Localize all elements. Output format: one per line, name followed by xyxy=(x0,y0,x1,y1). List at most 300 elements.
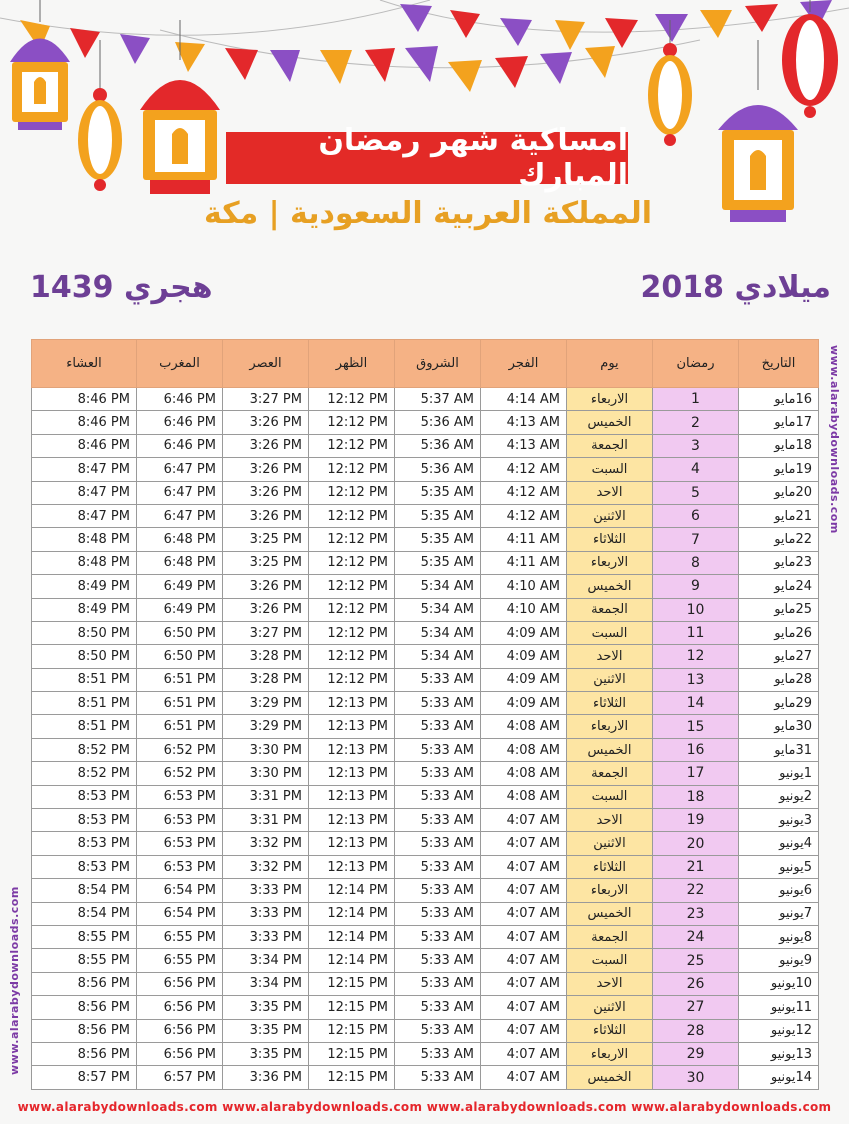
asr-cell: 3:35 PM xyxy=(223,1042,309,1065)
table-row xyxy=(32,902,819,925)
weekday-cell: الثلاثاء xyxy=(567,855,653,878)
ramadan-day-cell: 22 xyxy=(653,879,739,902)
ramadan-day-cell: 7 xyxy=(653,528,739,551)
date-cell: 16مايو xyxy=(739,388,819,411)
ramadan-day-cell: 14 xyxy=(653,692,739,715)
isha-cell: 8:52 PM xyxy=(32,738,137,761)
table-row xyxy=(32,481,819,504)
maghrib-cell: 6:48 PM xyxy=(137,528,223,551)
isha-cell: 8:55 PM xyxy=(32,949,137,972)
isha-cell: 8:49 PM xyxy=(32,575,137,598)
date-cell: 25مايو xyxy=(739,598,819,621)
table-row xyxy=(32,411,819,434)
dhuhr-cell: 12:12 PM xyxy=(309,528,395,551)
isha-cell: 8:49 PM xyxy=(32,598,137,621)
date-cell: 23مايو xyxy=(739,551,819,574)
table-row xyxy=(32,996,819,1019)
fajr-cell: 4:07 AM xyxy=(481,902,567,925)
fajr-cell: 4:07 AM xyxy=(481,925,567,948)
asr-cell: 3:33 PM xyxy=(223,925,309,948)
date-cell: 19مايو xyxy=(739,458,819,481)
table-row xyxy=(32,879,819,902)
weekday-cell: الثلاثاء xyxy=(567,528,653,551)
table-row xyxy=(32,528,819,551)
dhuhr-cell: 12:13 PM xyxy=(309,855,395,878)
sunrise-cell: 5:33 AM xyxy=(395,809,481,832)
dhuhr-cell: 12:13 PM xyxy=(309,738,395,761)
weekday-cell: الجمعة xyxy=(567,762,653,785)
column-header: العشاء xyxy=(32,340,137,388)
weekday-cell: السبت xyxy=(567,621,653,644)
isha-cell: 8:46 PM xyxy=(32,388,137,411)
asr-cell: 3:28 PM xyxy=(223,668,309,691)
table-row xyxy=(32,575,819,598)
asr-cell: 3:32 PM xyxy=(223,832,309,855)
dhuhr-cell: 12:12 PM xyxy=(309,645,395,668)
sunrise-cell: 5:35 AM xyxy=(395,528,481,551)
isha-cell: 8:53 PM xyxy=(32,809,137,832)
fajr-cell: 4:09 AM xyxy=(481,668,567,691)
asr-cell: 3:34 PM xyxy=(223,949,309,972)
hijri-year: 1439 هجري xyxy=(30,270,213,305)
table-row xyxy=(32,972,819,995)
ramadan-day-cell: 9 xyxy=(653,575,739,598)
fajr-cell: 4:07 AM xyxy=(481,1019,567,1042)
bottom-watermark: www.alarabydownloads.com www.alarabydownloads.com www.alarabydownloads.com www.alarabydownloads.com xyxy=(17,1100,832,1114)
ramadan-day-cell: 15 xyxy=(653,715,739,738)
weekday-cell: الاربعاء xyxy=(567,879,653,902)
weekday-cell: السبت xyxy=(567,785,653,808)
sunrise-cell: 5:36 AM xyxy=(395,411,481,434)
isha-cell: 8:48 PM xyxy=(32,551,137,574)
asr-cell: 3:35 PM xyxy=(223,996,309,1019)
table-row xyxy=(32,598,819,621)
maghrib-cell: 6:53 PM xyxy=(137,832,223,855)
weekday-cell: الاحد xyxy=(567,481,653,504)
weekday-cell: الاربعاء xyxy=(567,1042,653,1065)
weekday-cell: الاحد xyxy=(567,972,653,995)
weekday-cell: الجمعة xyxy=(567,925,653,948)
maghrib-cell: 6:51 PM xyxy=(137,692,223,715)
isha-cell: 8:48 PM xyxy=(32,528,137,551)
weekday-cell: الاحد xyxy=(567,809,653,832)
dhuhr-cell: 12:14 PM xyxy=(309,949,395,972)
ramadan-day-cell: 30 xyxy=(653,1066,739,1089)
sunrise-cell: 5:34 AM xyxy=(395,621,481,644)
date-cell: 31مايو xyxy=(739,738,819,761)
table-row xyxy=(32,668,819,691)
sunrise-cell: 5:33 AM xyxy=(395,972,481,995)
date-cell: 3يونيو xyxy=(739,809,819,832)
dhuhr-cell: 12:13 PM xyxy=(309,785,395,808)
sunrise-cell: 5:33 AM xyxy=(395,668,481,691)
asr-cell: 3:35 PM xyxy=(223,1019,309,1042)
weekday-cell: الاثنين xyxy=(567,504,653,527)
fajr-cell: 4:07 AM xyxy=(481,972,567,995)
isha-cell: 8:51 PM xyxy=(32,692,137,715)
sunrise-cell: 5:33 AM xyxy=(395,996,481,1019)
asr-cell: 3:27 PM xyxy=(223,388,309,411)
date-cell: 14يونيو xyxy=(739,1066,819,1089)
weekday-cell: الاربعاء xyxy=(567,551,653,574)
weekday-cell: الاثنين xyxy=(567,668,653,691)
sunrise-cell: 5:33 AM xyxy=(395,879,481,902)
isha-cell: 8:56 PM xyxy=(32,996,137,1019)
fajr-cell: 4:07 AM xyxy=(481,949,567,972)
column-header: المغرب xyxy=(137,340,223,388)
lantern-icon xyxy=(78,40,122,191)
ramadan-day-cell: 11 xyxy=(653,621,739,644)
asr-cell: 3:33 PM xyxy=(223,902,309,925)
fajr-cell: 4:12 AM xyxy=(481,481,567,504)
dhuhr-cell: 12:12 PM xyxy=(309,411,395,434)
location-subtitle: المملكة العربية السعودية | مكة xyxy=(203,196,653,231)
date-cell: 11يونيو xyxy=(739,996,819,1019)
dhuhr-cell: 12:14 PM xyxy=(309,925,395,948)
dhuhr-cell: 12:13 PM xyxy=(309,715,395,738)
isha-cell: 8:56 PM xyxy=(32,972,137,995)
sunrise-cell: 5:36 AM xyxy=(395,458,481,481)
column-header: رمضان xyxy=(653,340,739,388)
table-row xyxy=(32,809,819,832)
table-row xyxy=(32,1019,819,1042)
table-row xyxy=(32,832,819,855)
ramadan-day-cell: 16 xyxy=(653,738,739,761)
isha-cell: 8:56 PM xyxy=(32,1042,137,1065)
isha-cell: 8:47 PM xyxy=(32,481,137,504)
table-row xyxy=(32,855,819,878)
date-cell: 12يونيو xyxy=(739,1019,819,1042)
fajr-cell: 4:08 AM xyxy=(481,785,567,808)
asr-cell: 3:31 PM xyxy=(223,785,309,808)
maghrib-cell: 6:54 PM xyxy=(137,879,223,902)
sunrise-cell: 5:33 AM xyxy=(395,1066,481,1089)
fajr-cell: 4:08 AM xyxy=(481,738,567,761)
sunrise-cell: 5:36 AM xyxy=(395,434,481,457)
ramadan-day-cell: 20 xyxy=(653,832,739,855)
isha-cell: 8:55 PM xyxy=(32,925,137,948)
sunrise-cell: 5:33 AM xyxy=(395,1042,481,1065)
left-watermark-text: www.alarabydownloads.com xyxy=(8,886,21,1075)
date-cell: 8يونيو xyxy=(739,925,819,948)
fajr-cell: 4:08 AM xyxy=(481,715,567,738)
sunrise-cell: 5:33 AM xyxy=(395,715,481,738)
sunrise-cell: 5:33 AM xyxy=(395,855,481,878)
dhuhr-cell: 12:13 PM xyxy=(309,832,395,855)
table-row xyxy=(32,692,819,715)
date-cell: 29مايو xyxy=(739,692,819,715)
date-cell: 18مايو xyxy=(739,434,819,457)
sunrise-cell: 5:33 AM xyxy=(395,925,481,948)
fajr-cell: 4:13 AM xyxy=(481,434,567,457)
ramadan-day-cell: 27 xyxy=(653,996,739,1019)
table-row xyxy=(32,434,819,457)
ramadan-day-cell: 18 xyxy=(653,785,739,808)
fajr-cell: 4:08 AM xyxy=(481,762,567,785)
ramadan-day-cell: 29 xyxy=(653,1042,739,1065)
isha-cell: 8:46 PM xyxy=(32,434,137,457)
date-cell: 28مايو xyxy=(739,668,819,691)
lantern-icon xyxy=(140,20,220,194)
isha-cell: 8:56 PM xyxy=(32,1019,137,1042)
ramadan-day-cell: 1 xyxy=(653,388,739,411)
asr-cell: 3:28 PM xyxy=(223,645,309,668)
weekday-cell: الخميس xyxy=(567,1066,653,1089)
dhuhr-cell: 12:12 PM xyxy=(309,598,395,621)
date-cell: 27مايو xyxy=(739,645,819,668)
maghrib-cell: 6:51 PM xyxy=(137,715,223,738)
isha-cell: 8:52 PM xyxy=(32,762,137,785)
weekday-cell: الاثنين xyxy=(567,996,653,1019)
asr-cell: 3:26 PM xyxy=(223,411,309,434)
asr-cell: 3:29 PM xyxy=(223,692,309,715)
column-header: الفجر xyxy=(481,340,567,388)
fajr-cell: 4:14 AM xyxy=(481,388,567,411)
asr-cell: 3:29 PM xyxy=(223,715,309,738)
dhuhr-cell: 12:13 PM xyxy=(309,762,395,785)
date-cell: 20مايو xyxy=(739,481,819,504)
fajr-cell: 4:09 AM xyxy=(481,621,567,644)
date-cell: 9يونيو xyxy=(739,949,819,972)
ramadan-day-cell: 21 xyxy=(653,855,739,878)
ramadan-day-cell: 4 xyxy=(653,458,739,481)
date-cell: 5يونيو xyxy=(739,855,819,878)
date-cell: 17مايو xyxy=(739,411,819,434)
table-row xyxy=(32,738,819,761)
asr-cell: 3:26 PM xyxy=(223,598,309,621)
dhuhr-cell: 12:12 PM xyxy=(309,621,395,644)
date-cell: 13يونيو xyxy=(739,1042,819,1065)
maghrib-cell: 6:46 PM xyxy=(137,411,223,434)
table-row xyxy=(32,925,819,948)
ramadan-day-cell: 23 xyxy=(653,902,739,925)
ramadan-day-cell: 17 xyxy=(653,762,739,785)
table-header xyxy=(32,340,819,388)
asr-cell: 3:33 PM xyxy=(223,879,309,902)
fajr-cell: 4:12 AM xyxy=(481,458,567,481)
column-header: العصر xyxy=(223,340,309,388)
asr-cell: 3:30 PM xyxy=(223,762,309,785)
ramadan-day-cell: 5 xyxy=(653,481,739,504)
table-body xyxy=(32,388,819,1090)
dhuhr-cell: 12:15 PM xyxy=(309,1042,395,1065)
isha-cell: 8:47 PM xyxy=(32,504,137,527)
isha-cell: 8:47 PM xyxy=(32,458,137,481)
dhuhr-cell: 12:15 PM xyxy=(309,1019,395,1042)
right-watermark-text: www.alarabydownloads.com xyxy=(828,345,841,534)
imsakiya-table xyxy=(31,339,819,1090)
date-cell: 2يونيو xyxy=(739,785,819,808)
fajr-cell: 4:07 AM xyxy=(481,1042,567,1065)
dhuhr-cell: 12:12 PM xyxy=(309,458,395,481)
ramadan-day-cell: 3 xyxy=(653,434,739,457)
asr-cell: 3:27 PM xyxy=(223,621,309,644)
fajr-cell: 4:07 AM xyxy=(481,809,567,832)
maghrib-cell: 6:49 PM xyxy=(137,575,223,598)
maghrib-cell: 6:47 PM xyxy=(137,481,223,504)
ramadan-day-cell: 24 xyxy=(653,925,739,948)
maghrib-cell: 6:50 PM xyxy=(137,645,223,668)
ramadan-day-cell: 28 xyxy=(653,1019,739,1042)
date-cell: 6يونيو xyxy=(739,879,819,902)
asr-cell: 3:36 PM xyxy=(223,1066,309,1089)
weekday-cell: الثلاثاء xyxy=(567,1019,653,1042)
maghrib-cell: 6:56 PM xyxy=(137,972,223,995)
fajr-cell: 4:11 AM xyxy=(481,528,567,551)
weekday-cell: الجمعة xyxy=(567,434,653,457)
dhuhr-cell: 12:14 PM xyxy=(309,879,395,902)
maghrib-cell: 6:47 PM xyxy=(137,458,223,481)
weekday-cell: الاربعاء xyxy=(567,388,653,411)
asr-cell: 3:26 PM xyxy=(223,458,309,481)
column-header: الظهر xyxy=(309,340,395,388)
ramadan-day-cell: 10 xyxy=(653,598,739,621)
sunrise-cell: 5:33 AM xyxy=(395,832,481,855)
maghrib-cell: 6:52 PM xyxy=(137,738,223,761)
maghrib-cell: 6:50 PM xyxy=(137,621,223,644)
asr-cell: 3:30 PM xyxy=(223,738,309,761)
maghrib-cell: 6:56 PM xyxy=(137,996,223,1019)
fajr-cell: 4:07 AM xyxy=(481,879,567,902)
table-row xyxy=(32,645,819,668)
weekday-cell: الجمعة xyxy=(567,598,653,621)
fajr-cell: 4:07 AM xyxy=(481,855,567,878)
isha-cell: 8:53 PM xyxy=(32,785,137,808)
fajr-cell: 4:07 AM xyxy=(481,996,567,1019)
dhuhr-cell: 12:14 PM xyxy=(309,902,395,925)
fajr-cell: 4:10 AM xyxy=(481,598,567,621)
weekday-cell: الاربعاء xyxy=(567,715,653,738)
sunrise-cell: 5:33 AM xyxy=(395,785,481,808)
fajr-cell: 4:10 AM xyxy=(481,575,567,598)
maghrib-cell: 6:47 PM xyxy=(137,504,223,527)
ramadan-day-cell: 19 xyxy=(653,809,739,832)
asr-cell: 3:26 PM xyxy=(223,434,309,457)
fajr-cell: 4:09 AM xyxy=(481,645,567,668)
dhuhr-cell: 12:15 PM xyxy=(309,972,395,995)
sunrise-cell: 5:33 AM xyxy=(395,949,481,972)
ramadan-day-cell: 13 xyxy=(653,668,739,691)
dhuhr-cell: 12:13 PM xyxy=(309,809,395,832)
maghrib-cell: 6:55 PM xyxy=(137,925,223,948)
sunrise-cell: 5:34 AM xyxy=(395,575,481,598)
lantern-icon xyxy=(648,20,692,146)
table-row xyxy=(32,504,819,527)
ramadan-day-cell: 26 xyxy=(653,972,739,995)
maghrib-cell: 6:55 PM xyxy=(137,949,223,972)
isha-cell: 8:46 PM xyxy=(32,411,137,434)
ramadan-day-cell: 25 xyxy=(653,949,739,972)
right-watermark xyxy=(827,345,845,1075)
table-row xyxy=(32,949,819,972)
asr-cell: 3:26 PM xyxy=(223,575,309,598)
dhuhr-cell: 12:13 PM xyxy=(309,692,395,715)
maghrib-cell: 6:57 PM xyxy=(137,1066,223,1089)
column-header: التاريخ xyxy=(739,340,819,388)
asr-cell: 3:32 PM xyxy=(223,855,309,878)
sunrise-cell: 5:33 AM xyxy=(395,738,481,761)
maghrib-cell: 6:53 PM xyxy=(137,785,223,808)
asr-cell: 3:25 PM xyxy=(223,551,309,574)
maghrib-cell: 6:46 PM xyxy=(137,434,223,457)
weekday-cell: السبت xyxy=(567,949,653,972)
isha-cell: 8:57 PM xyxy=(32,1066,137,1089)
fajr-cell: 4:11 AM xyxy=(481,551,567,574)
fajr-cell: 4:07 AM xyxy=(481,832,567,855)
sunrise-cell: 5:33 AM xyxy=(395,762,481,785)
ramadan-day-cell: 2 xyxy=(653,411,739,434)
dhuhr-cell: 12:12 PM xyxy=(309,504,395,527)
maghrib-cell: 6:48 PM xyxy=(137,551,223,574)
lantern-icon xyxy=(10,0,70,130)
maghrib-cell: 6:49 PM xyxy=(137,598,223,621)
weekday-cell: الخميس xyxy=(567,902,653,925)
isha-cell: 8:53 PM xyxy=(32,855,137,878)
table-row xyxy=(32,388,819,411)
maghrib-cell: 6:46 PM xyxy=(137,388,223,411)
column-header: الشروق xyxy=(395,340,481,388)
date-cell: 26مايو xyxy=(739,621,819,644)
fajr-cell: 4:13 AM xyxy=(481,411,567,434)
isha-cell: 8:50 PM xyxy=(32,621,137,644)
fajr-cell: 4:12 AM xyxy=(481,504,567,527)
isha-cell: 8:54 PM xyxy=(32,902,137,925)
weekday-cell: الثلاثاء xyxy=(567,692,653,715)
date-cell: 21مايو xyxy=(739,504,819,527)
dhuhr-cell: 12:12 PM xyxy=(309,668,395,691)
fajr-cell: 4:09 AM xyxy=(481,692,567,715)
ramadan-day-cell: 6 xyxy=(653,504,739,527)
dhuhr-cell: 12:12 PM xyxy=(309,575,395,598)
asr-cell: 3:26 PM xyxy=(223,481,309,504)
date-cell: 30مايو xyxy=(739,715,819,738)
asr-cell: 3:34 PM xyxy=(223,972,309,995)
date-cell: 7يونيو xyxy=(739,902,819,925)
date-cell: 24مايو xyxy=(739,575,819,598)
isha-cell: 8:54 PM xyxy=(32,879,137,902)
date-cell: 4يونيو xyxy=(739,832,819,855)
maghrib-cell: 6:51 PM xyxy=(137,668,223,691)
table-row xyxy=(32,762,819,785)
table-row xyxy=(32,715,819,738)
dhuhr-cell: 12:12 PM xyxy=(309,551,395,574)
maghrib-cell: 6:53 PM xyxy=(137,809,223,832)
asr-cell: 3:25 PM xyxy=(223,528,309,551)
table-row xyxy=(32,551,819,574)
gregorian-year: 2018 ميلادي xyxy=(640,270,831,305)
bunting-flags xyxy=(0,0,849,92)
weekday-cell: الاحد xyxy=(567,645,653,668)
left-watermark xyxy=(8,345,26,1075)
column-header: يوم xyxy=(567,340,653,388)
maghrib-cell: 6:54 PM xyxy=(137,902,223,925)
dhuhr-cell: 12:12 PM xyxy=(309,388,395,411)
sunrise-cell: 5:33 AM xyxy=(395,692,481,715)
dhuhr-cell: 12:15 PM xyxy=(309,1066,395,1089)
date-cell: 10يونيو xyxy=(739,972,819,995)
date-cell: 22مايو xyxy=(739,528,819,551)
maghrib-cell: 6:56 PM xyxy=(137,1019,223,1042)
dhuhr-cell: 12:12 PM xyxy=(309,434,395,457)
sunrise-cell: 5:37 AM xyxy=(395,388,481,411)
sunrise-cell: 5:33 AM xyxy=(395,1019,481,1042)
sunrise-cell: 5:35 AM xyxy=(395,504,481,527)
sunrise-cell: 5:33 AM xyxy=(395,902,481,925)
isha-cell: 8:51 PM xyxy=(32,668,137,691)
isha-cell: 8:50 PM xyxy=(32,645,137,668)
table-row xyxy=(32,1066,819,1089)
page-title: امساكية شهر رمضان المبارك xyxy=(226,132,628,184)
